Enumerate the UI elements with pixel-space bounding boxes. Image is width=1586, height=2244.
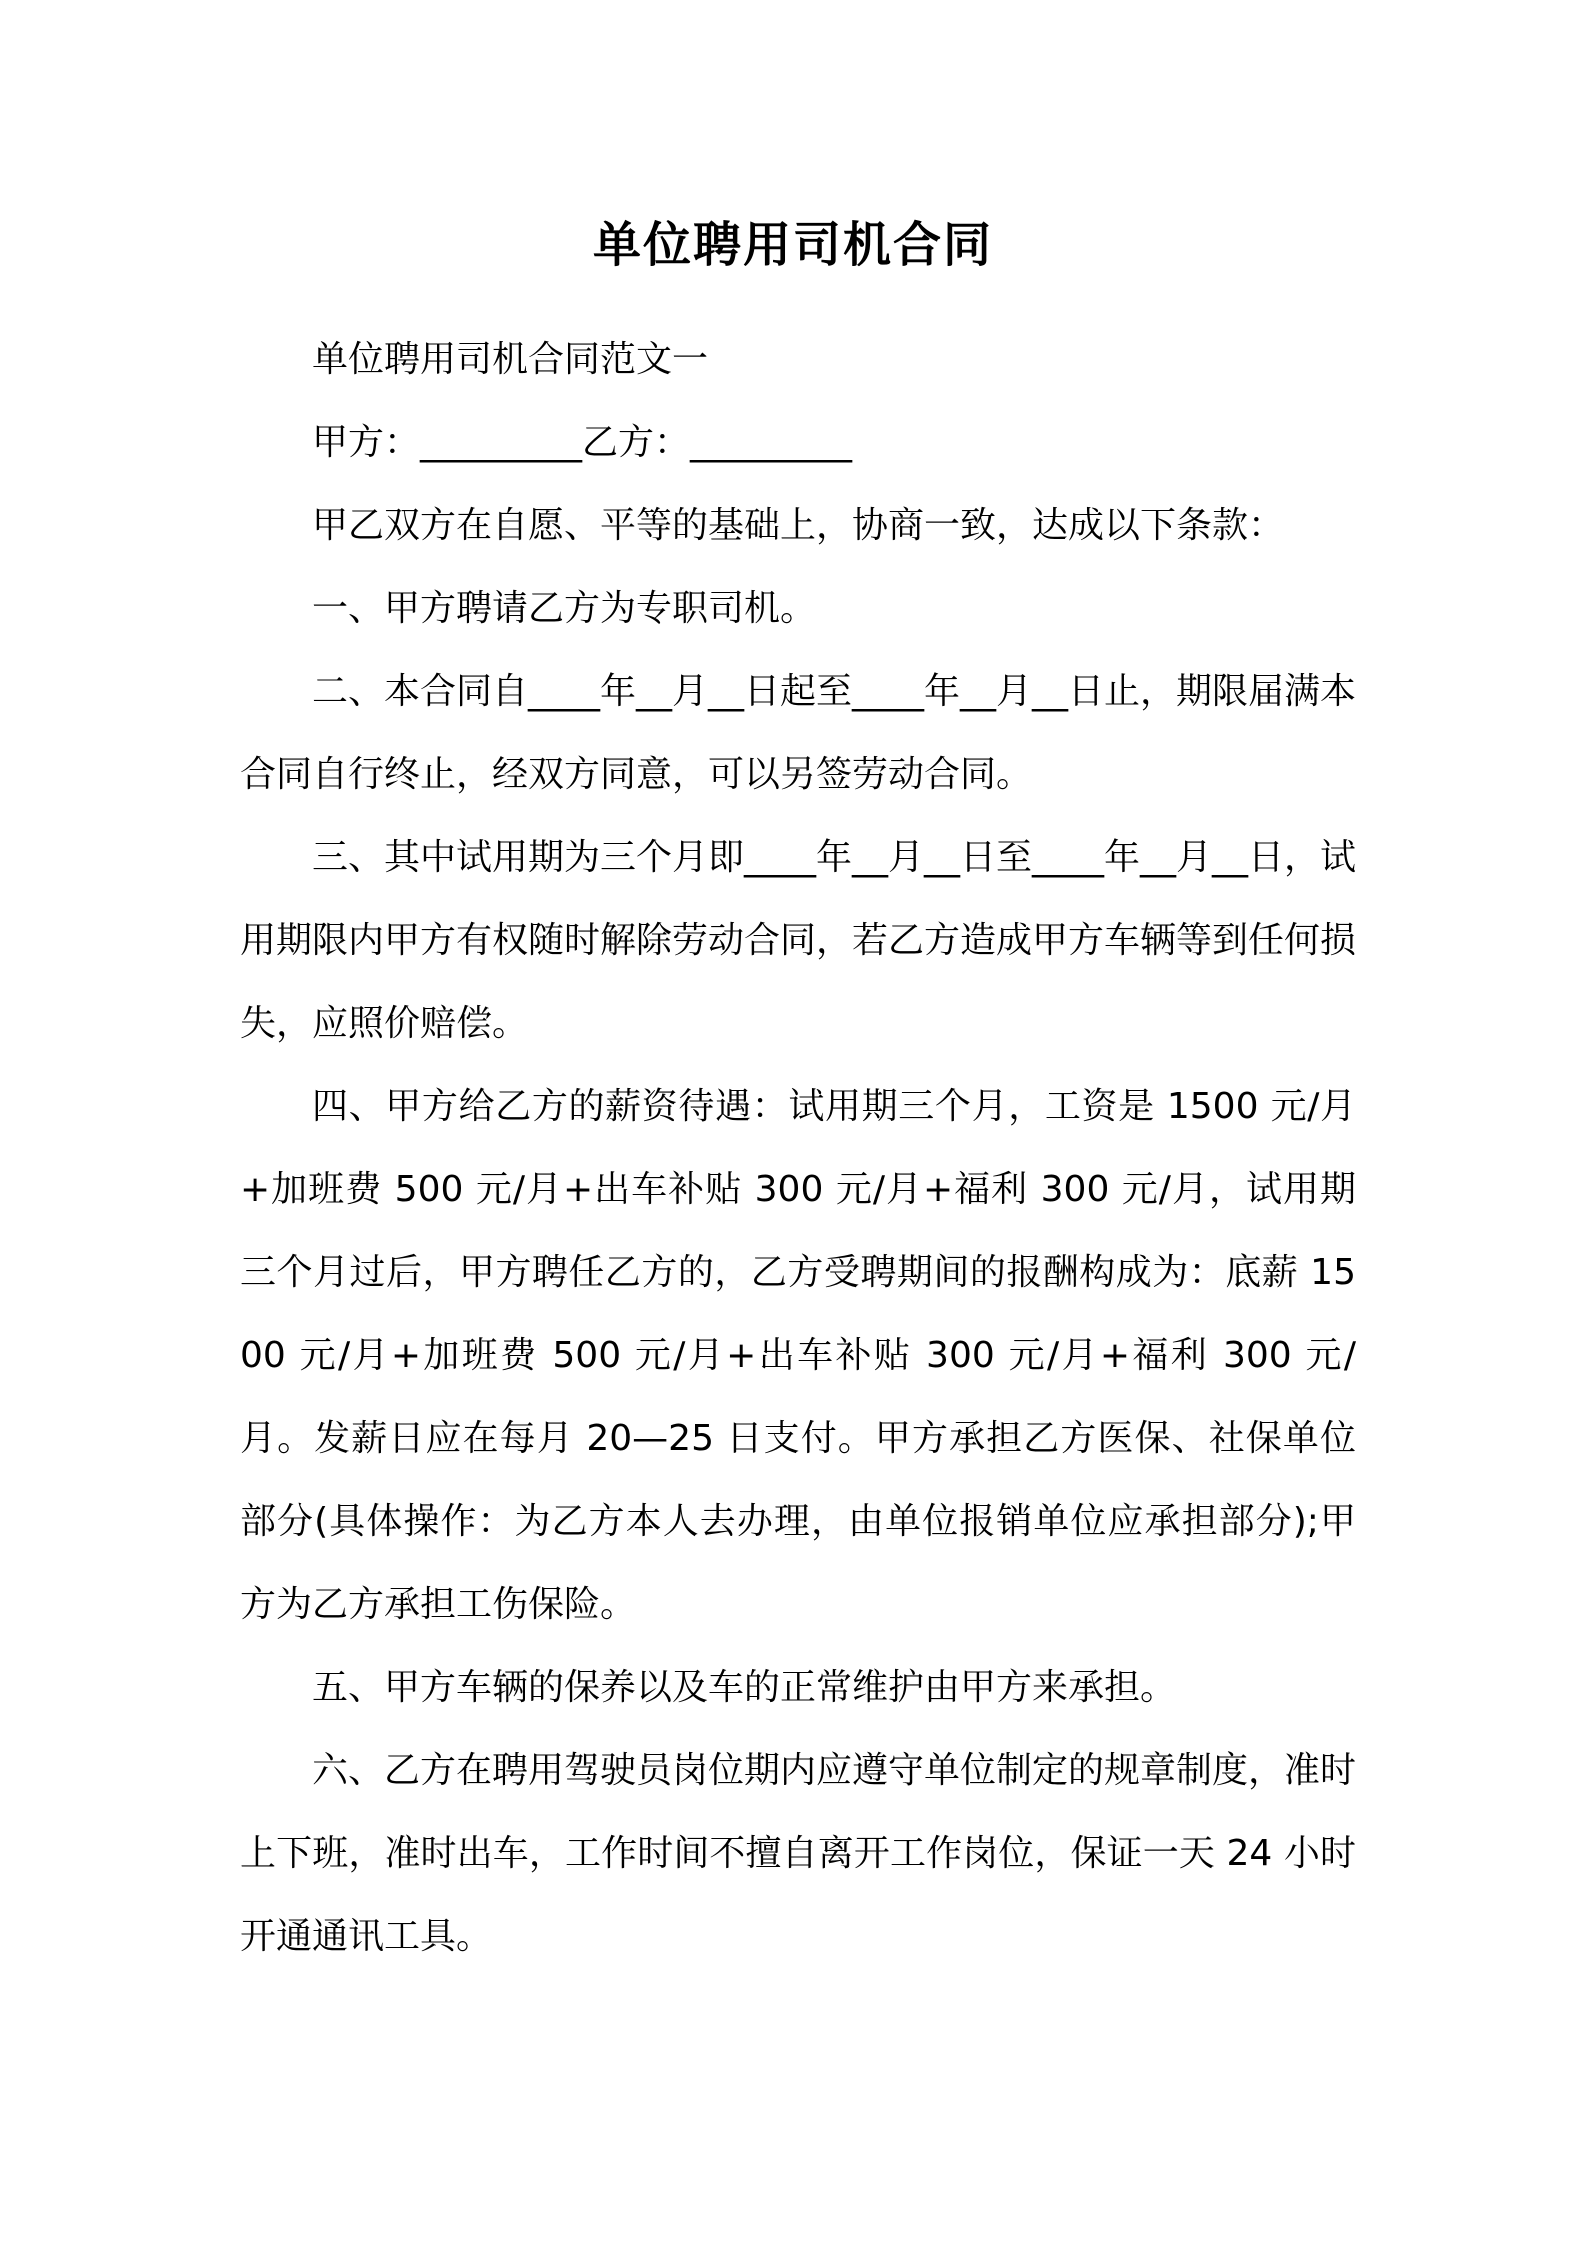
paragraph-clause-5: 五、甲方车辆的保养以及车的正常维护由甲方来承担。 [312,1667,1177,1708]
paragraph-clause-3: 三、其中试用期为三个月即____年__月__日至____年__月__日，试用期限内甲方有权随时解除劳动合同，若乙方造成甲方车辆等到任何损失，应照价赔偿。 [240,837,1357,1044]
paragraph-parties: 甲方：_________乙方：_________ [312,422,853,463]
document-title: 单位聘用司机合同 [592,217,993,273]
paragraph-clause-1: 一、甲方聘请乙方为专职司机。 [312,588,817,629]
paragraph-clause-6: 六、乙方在聘用驾驶员岗位期内应遵守单位制定的规章制度，准时上下班，准时出车，工作时间不擅自离开工作岗位，保证一天 24 小时开通通讯工具。 [240,1750,1357,1957]
paragraph-subtitle: 单位聘用司机合同范文一 [312,339,709,380]
paragraph-preamble: 甲乙双方在自愿、平等的基础上，协商一致，达成以下条款： [312,505,1285,546]
paragraph-clause-2: 二、本合同自____年__月__日起至____年__月__日止，期限届满本合同自行终止，经双方同意，可以另签劳动合同。 [240,671,1357,795]
paragraph-clause-4: 四、甲方给乙方的薪资待遇：试用期三个月，工资是 1500 元/月+加班费 500 元/月+出车补贴 300 元/月+福利 300 元/月，试用期三个月过后，甲方聘任乙方的，乙方受聘期间的报酬构成为：底薪 1500 元/月+加班费 500 元/月+出车补贴 300 元/月+福利 300 元/月。发薪日应在每月 20—25 日支付。甲方承担乙方医保、社保单位部分(具体操作：为乙方本人去办理，由单位报销单位应承担部分);甲方为乙方承担工伤保险。 [240,1086,1356,1625]
document-body [240,318,1356,1978]
